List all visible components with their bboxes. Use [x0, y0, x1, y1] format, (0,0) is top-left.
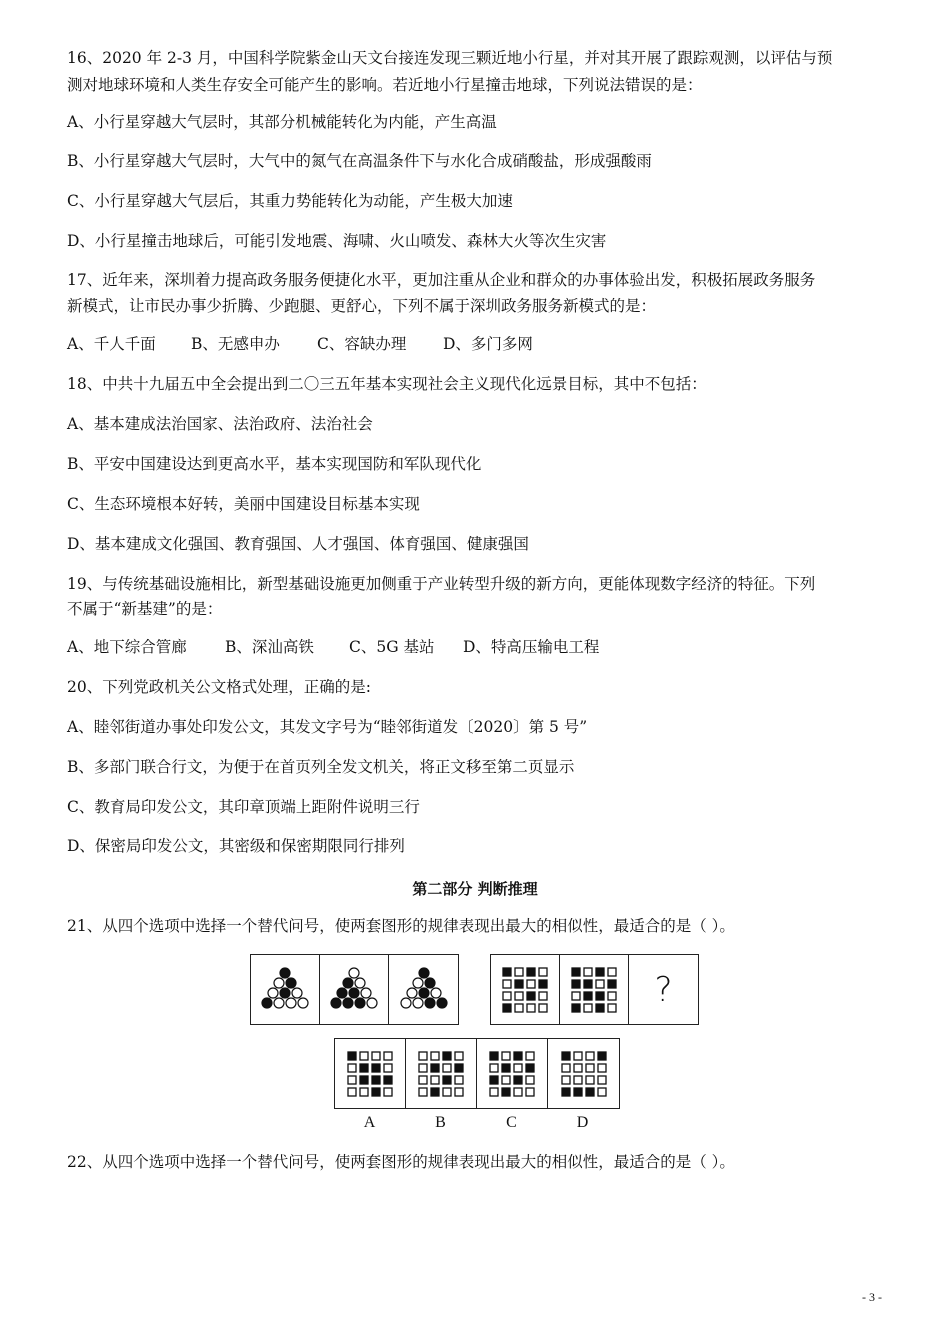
option-label-a[interactable]: A	[363, 1114, 376, 1131]
figure-set-1	[250, 954, 459, 1025]
q19-option-b: B、深汕高铁	[225, 638, 314, 656]
q22-stem: 22、从四个选项中选择一个替代问号，使两套图形的规律表现出最大的相似性，最适合的是（ ）。	[67, 1153, 735, 1171]
q20-option-a: A、睦邻街道办事处印发公文，其发文字号为“睦邻街道发〔2020〕第 5 号”	[67, 718, 588, 736]
q17-option-a: A、千人千面	[67, 335, 156, 353]
answer-option-a-figure[interactable]	[335, 1039, 406, 1108]
grid-figure-2-svg	[570, 966, 618, 1014]
q20-stem: 20、下列党政机关公文格式处理，正确的是:	[67, 678, 371, 696]
q16-option-d: D、小行星撞击地球后，可能引发地震、海啸、火山喷发、森林大火等次生灾害	[67, 232, 607, 250]
q21-stem: 21、从四个选项中选择一个替代问号，使两套图形的规律表现出最大的相似性，最适合的是（ ）。	[67, 917, 735, 935]
q16-stem-line2: 测对地球环境和人类生存安全可能产生的影响。若近地小行星撞击地球，下列说法错误的是：	[67, 76, 703, 94]
q19-option-a: A、地下综合管廊	[67, 638, 187, 656]
answer-option-c-figure[interactable]	[477, 1039, 548, 1108]
q17-option-b: B、无感申办	[191, 335, 280, 353]
question-cell	[629, 955, 698, 1024]
grid-figure-1-svg	[501, 966, 549, 1014]
answer-option-d-figure[interactable]	[548, 1039, 619, 1108]
q16-option-c: C、小行星穿越大气层后，其重力势能转化为动能，产生极大加速	[67, 192, 513, 210]
q16-option-a: A、小行星穿越大气层时，其部分机械能转化为内能，产生高温	[67, 113, 497, 131]
q17-option-d: D、多门多网	[443, 335, 533, 353]
q19-stem-line1: 19、与传统基础设施相比，新型基础设施更加侧重于产业转型升级的新方向，更能体现数字经济的特征。下列	[67, 575, 816, 593]
q17-options	[67, 334, 533, 354]
option-label-c[interactable]: C	[506, 1114, 517, 1131]
q18-option-c: C、生态环境根本好转，美丽中国建设目标基本实现	[67, 495, 420, 513]
triangle-figure-1	[251, 955, 320, 1024]
q16-option-b: B、小行星穿越大气层时，大气中的氮气在高温条件下与水化合成硝酸盐，形成强酸雨	[67, 152, 652, 170]
q17-stem-line2: 新模式，让市民办事少折腾、少跑腿、更舒心，下列不属于深圳政务服务新模式的是：	[67, 297, 657, 315]
q19-options	[67, 637, 599, 657]
q19-option-d: D、特高压输电工程	[463, 638, 600, 656]
answer-option-a-svg	[346, 1050, 394, 1098]
answer-option-b-svg	[417, 1050, 465, 1098]
q20-option-b: B、多部门联合行文，为便于在首页列全发文机关，将正文移至第二页显示	[67, 758, 575, 776]
q16-stem-line1: 16、2020 年 2-3 月，中国科学院紫金山天文台接连发现三颗近地小行星，并对其开展了跟踪观测，以评估与预	[67, 49, 833, 67]
q17-option-c: C、容缺办理	[317, 335, 407, 353]
q20-option-d: D、保密局印发公文，其密级和保密期限同行排列	[67, 837, 405, 855]
section-title: 第二部分 判断推理	[412, 880, 538, 898]
option-label-b[interactable]: B	[435, 1114, 446, 1131]
page-number: - 3 -	[862, 1290, 882, 1304]
q17-stem-line1: 17、近年来，深圳着力提高政务服务便捷化水平，更加注重从企业和群众的办事体验出发，积极拓展政务服务	[67, 271, 816, 289]
triangle-figure-3	[389, 955, 458, 1024]
answer-option-b-figure[interactable]	[406, 1039, 477, 1108]
q19-stem-line2: 不属于“新基建”的是：	[67, 600, 223, 618]
answer-option-c-svg	[488, 1050, 536, 1098]
q20-option-c: C、教育局印发公文，其印章顶端上距附件说明三行	[67, 798, 420, 816]
grid-figure-2	[560, 955, 629, 1024]
q18-option-a: A、基本建成法治国家、法治政府、法治社会	[67, 415, 373, 433]
grid-figure-1	[491, 955, 560, 1024]
question-mark: ?	[654, 969, 673, 1010]
q18-stem: 18、中共十九届五中全会提出到二〇三五年基本实现社会主义现代化远景目标，其中不包括：	[67, 375, 707, 393]
figure-set-2	[490, 954, 699, 1025]
answer-option-d-svg	[560, 1050, 608, 1098]
triangle-figure-2	[320, 955, 389, 1024]
option-label-d[interactable]: D	[576, 1114, 589, 1131]
q19-option-c: C、5G 基站	[349, 638, 435, 656]
answer-options-row	[334, 1038, 620, 1109]
q18-option-b: B、平安中国建设达到更高水平，基本实现国防和军队现代化	[67, 455, 482, 473]
answer-option-labels	[334, 1114, 618, 1132]
q18-option-d: D、基本建成文化强国、教育强国、人才强国、体育强国、健康强国	[67, 535, 529, 553]
